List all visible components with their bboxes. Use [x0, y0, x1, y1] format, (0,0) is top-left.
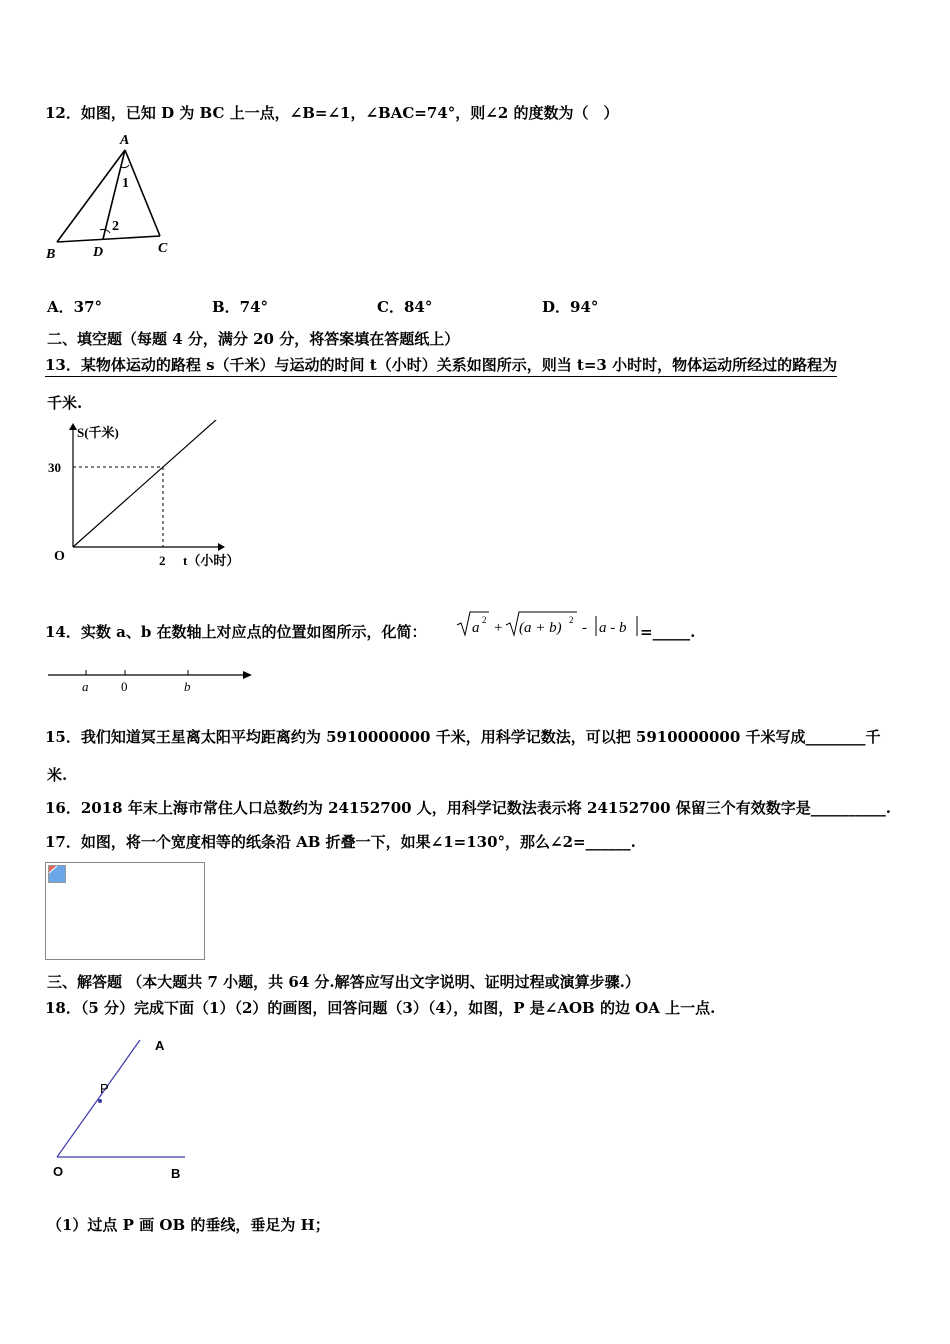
broken-image-icon	[48, 865, 66, 883]
q14-sqrt2-exp: 2	[569, 615, 574, 625]
q12-option-a: A．37°	[47, 298, 103, 316]
q18-point-p	[98, 1099, 102, 1103]
q14-label-a: a	[82, 679, 89, 694]
q15-text: 15．我们知道冥王星离太阳平均距离约为 5910000000 千米，用科学记数法，可以把 5910000000 千米写成________千	[45, 728, 881, 746]
q13-y-arrow	[69, 423, 77, 430]
q14-number-line	[40, 662, 265, 697]
q18-part1: （1）过点 P 画 OB 的垂线，垂足为 H；	[47, 1216, 330, 1234]
q18-label-a: A	[155, 1038, 165, 1053]
q14-axis-arrow	[243, 671, 252, 679]
q18-label-p: P	[100, 1081, 109, 1096]
q12-label-c: C	[158, 241, 168, 256]
q12-label-angle2: 2	[112, 219, 119, 234]
q18-label-b: B	[171, 1166, 181, 1181]
q14-text: 14．实数 a、b 在数轴上对应点的位置如图所示，化简：	[45, 623, 427, 641]
q13-xlabel: t（小时）	[183, 553, 240, 568]
q14-abs-content: a - b	[599, 620, 627, 636]
q13-text: 13．某物体运动的路程 s（千米）与运动的时间 t（小时）关系如图所示，则当 t=3 小时时，物体运动所经过的路程为	[45, 355, 837, 377]
q17-text: 17．如图，将一个宽度相等的纸条沿 AB 折叠一下，如果∠1=130°，那么∠2=______.	[45, 833, 636, 851]
q14-sqrt1-exp: 2	[482, 615, 487, 625]
section3-title: 三、解答题 （本大题共 7 小题，共 64 分.解答应写出文字说明、证明过程或演算步骤.）	[47, 973, 640, 991]
q12-triangle-figure	[40, 130, 180, 265]
q13-x-arrow	[218, 543, 225, 551]
q13-origin-label: O	[54, 549, 65, 564]
q12-label-a: A	[120, 133, 130, 148]
q14-plus: +	[494, 620, 503, 636]
q12-option-c: C．84°	[377, 298, 433, 316]
q12-option-b: B．74°	[212, 298, 269, 316]
q13-ylabel: S(千米)	[77, 425, 119, 440]
q12-label-d: D	[93, 245, 104, 260]
q12-side-bc	[57, 236, 160, 242]
q12-option-d: D．94°	[542, 298, 599, 316]
q14-minus: -	[582, 620, 587, 636]
q14-sqrt2-ab: (a + b)	[519, 620, 562, 636]
q18-ray-oa	[57, 1040, 140, 1157]
q18-label-o: O	[53, 1164, 64, 1179]
q12-label-b: B	[46, 247, 56, 262]
q14-tail: =_____.	[640, 623, 696, 641]
q18-text: 18．（5 分）完成下面（1）（2）的画图，回答问题（3）（4），如图，P 是∠AOB 的边 OA 上一点.	[45, 999, 716, 1017]
q14-formula	[455, 608, 655, 642]
q16-text: 16．2018 年末上海市常住人口总数约为 24152700 人，用科学记数法表示将 24152700 保留三个有效数字是__________.	[45, 799, 891, 817]
q18-angle-figure	[45, 1030, 195, 1185]
q12-text: 12．如图，已知 D 为 BC 上一点，∠B=∠1，∠BAC=74°，则∠2 的度数为（ ）	[45, 104, 619, 122]
q13-text-cont: 千米.	[47, 394, 83, 412]
q13-chart	[40, 420, 260, 575]
q15-text-cont: 米.	[47, 766, 68, 784]
q13-ytick-30: 30	[48, 460, 61, 475]
section2-title: 二、填空题（每题 4 分，满分 20 分，将答案填在答题纸上）	[47, 330, 460, 348]
q14-sqrt1-a: a	[472, 620, 480, 636]
q12-side-ac	[125, 150, 160, 236]
q13-xtick-2: 2	[159, 553, 166, 568]
q17-figure-placeholder	[45, 862, 205, 960]
q14-label-b: b	[184, 679, 191, 694]
q12-label-angle1: 1	[122, 176, 129, 191]
q12-angle1-arc	[121, 165, 129, 168]
q14-label-zero: 0	[121, 679, 128, 694]
